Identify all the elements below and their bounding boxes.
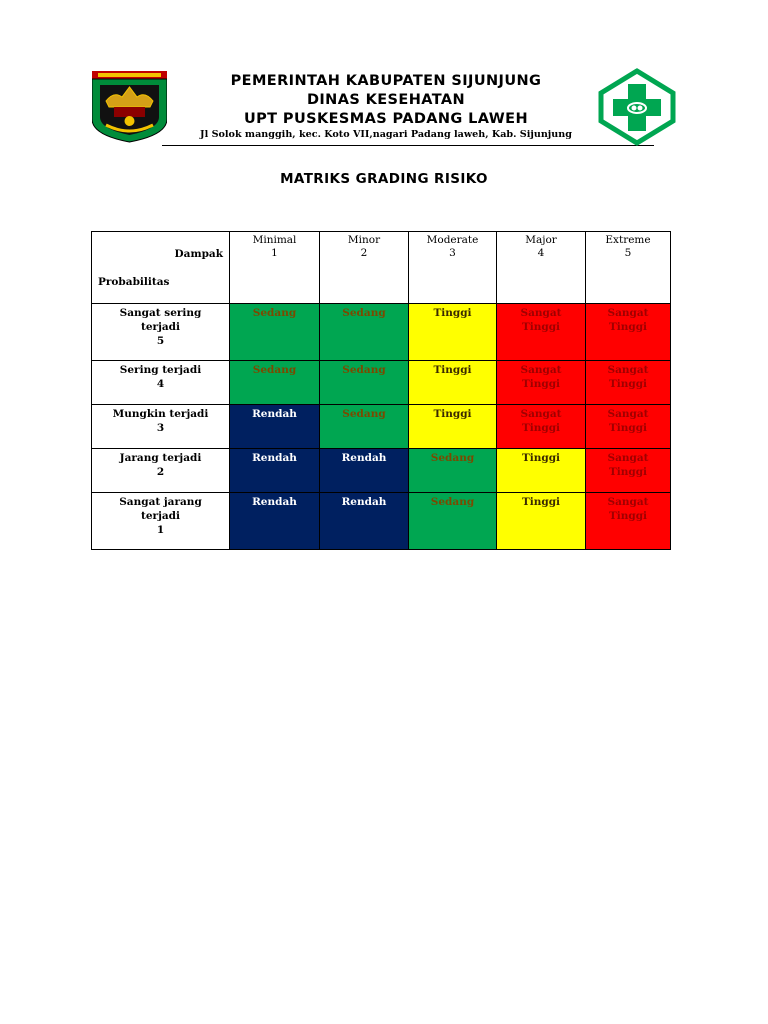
column-header-impact-4 — [497, 232, 586, 304]
risk-cell: Tinggi — [409, 361, 497, 405]
column-header-impact-5 — [586, 232, 671, 304]
risk-cell: Sedang — [230, 361, 320, 405]
letterhead — [160, 72, 612, 129]
row-level: 1 — [156, 524, 165, 536]
column-name: Minimal — [252, 234, 297, 246]
risk-cell: Sangat Tinggi — [497, 361, 586, 405]
row-label: Mungkin terjadi — [112, 408, 209, 420]
risk-cell: Sangat Tinggi — [497, 304, 586, 361]
risk-cell: Sangat Tinggi — [586, 449, 671, 493]
row-level: 2 — [156, 466, 165, 478]
column-name: Moderate — [426, 234, 479, 246]
column-header-impact-2 — [320, 232, 409, 304]
column-name: Minor — [347, 234, 381, 246]
column-level: 1 — [271, 247, 278, 259]
risk-cell: Rendah — [230, 493, 320, 550]
regency-coat-of-arms-icon — [92, 71, 167, 143]
risk-cell: Sangat Tinggi — [586, 304, 671, 361]
column-header-impact-1 — [230, 232, 320, 304]
risk-cell: Sangat Tinggi — [497, 405, 586, 449]
risk-cell: Sedang — [320, 405, 409, 449]
row-header — [92, 493, 230, 550]
matrix-row-probability-1 — [92, 493, 671, 550]
letterhead-divider — [162, 145, 654, 146]
risk-cell: Sangat Tinggi — [586, 493, 671, 550]
row-level: 3 — [156, 422, 165, 434]
row-label: Jarang terjadi — [119, 452, 202, 464]
row-label: Sangat jarang — [119, 496, 202, 508]
risk-cell: Tinggi — [409, 405, 497, 449]
column-name: Major — [525, 234, 557, 246]
column-name: Extreme — [605, 234, 651, 246]
row-label: Sering terjadi — [119, 364, 202, 376]
row-level: 4 — [156, 378, 165, 390]
letterhead-line-2: DINAS KESEHATAN — [306, 92, 466, 108]
letterhead-line-1: PEMERINTAH KABUPATEN SIJUNJUNG — [230, 73, 542, 89]
probability-axis-label: Probabilitas — [98, 276, 170, 288]
risk-cell: Tinggi — [497, 449, 586, 493]
risk-cell: Rendah — [230, 449, 320, 493]
risk-cell: Rendah — [230, 405, 320, 449]
row-level: 5 — [156, 335, 165, 347]
row-header — [92, 304, 230, 361]
column-level: 5 — [624, 247, 632, 259]
risk-cell: Tinggi — [497, 493, 586, 550]
risk-cell: Rendah — [320, 449, 409, 493]
column-level: 2 — [360, 247, 368, 259]
risk-grading-matrix — [91, 231, 671, 550]
letterhead-address: Jl Solok manggih, kec. Koto VII,nagari Padang laweh, Kab. Sijunjung — [200, 129, 572, 140]
matrix-row-probability-3 — [92, 405, 671, 449]
risk-cell: Sedang — [320, 361, 409, 405]
column-level: 4 — [537, 247, 545, 259]
impact-axis-label: Dampak — [174, 248, 223, 260]
health-cross-icon — [597, 68, 677, 146]
risk-cell: Rendah — [320, 493, 409, 550]
row-header — [92, 361, 230, 405]
risk-cell: Sangat Tinggi — [586, 405, 671, 449]
column-level: 3 — [449, 247, 456, 259]
matrix-row-probability-5 — [92, 304, 671, 361]
risk-cell: Tinggi — [409, 304, 497, 361]
column-header-impact-3 — [409, 232, 497, 304]
row-header — [92, 405, 230, 449]
matrix-corner-header — [92, 232, 230, 304]
row-label-cont: terjadi — [141, 510, 180, 522]
row-label-cont: terjadi — [141, 321, 180, 333]
risk-cell: Sedang — [409, 449, 497, 493]
row-header — [92, 449, 230, 493]
risk-cell: Sangat Tinggi — [586, 361, 671, 405]
matrix-row-probability-2 — [92, 449, 671, 493]
row-label: Sangat sering — [119, 307, 202, 319]
matrix-row-probability-4 — [92, 361, 671, 405]
risk-cell: Sedang — [320, 304, 409, 361]
risk-cell: Sedang — [409, 493, 497, 550]
document-title: MATRIKS GRADING RISIKO — [280, 171, 488, 187]
risk-cell: Sedang — [230, 304, 320, 361]
letterhead-line-3: UPT PUSKESMAS PADANG LAWEH — [243, 111, 529, 127]
